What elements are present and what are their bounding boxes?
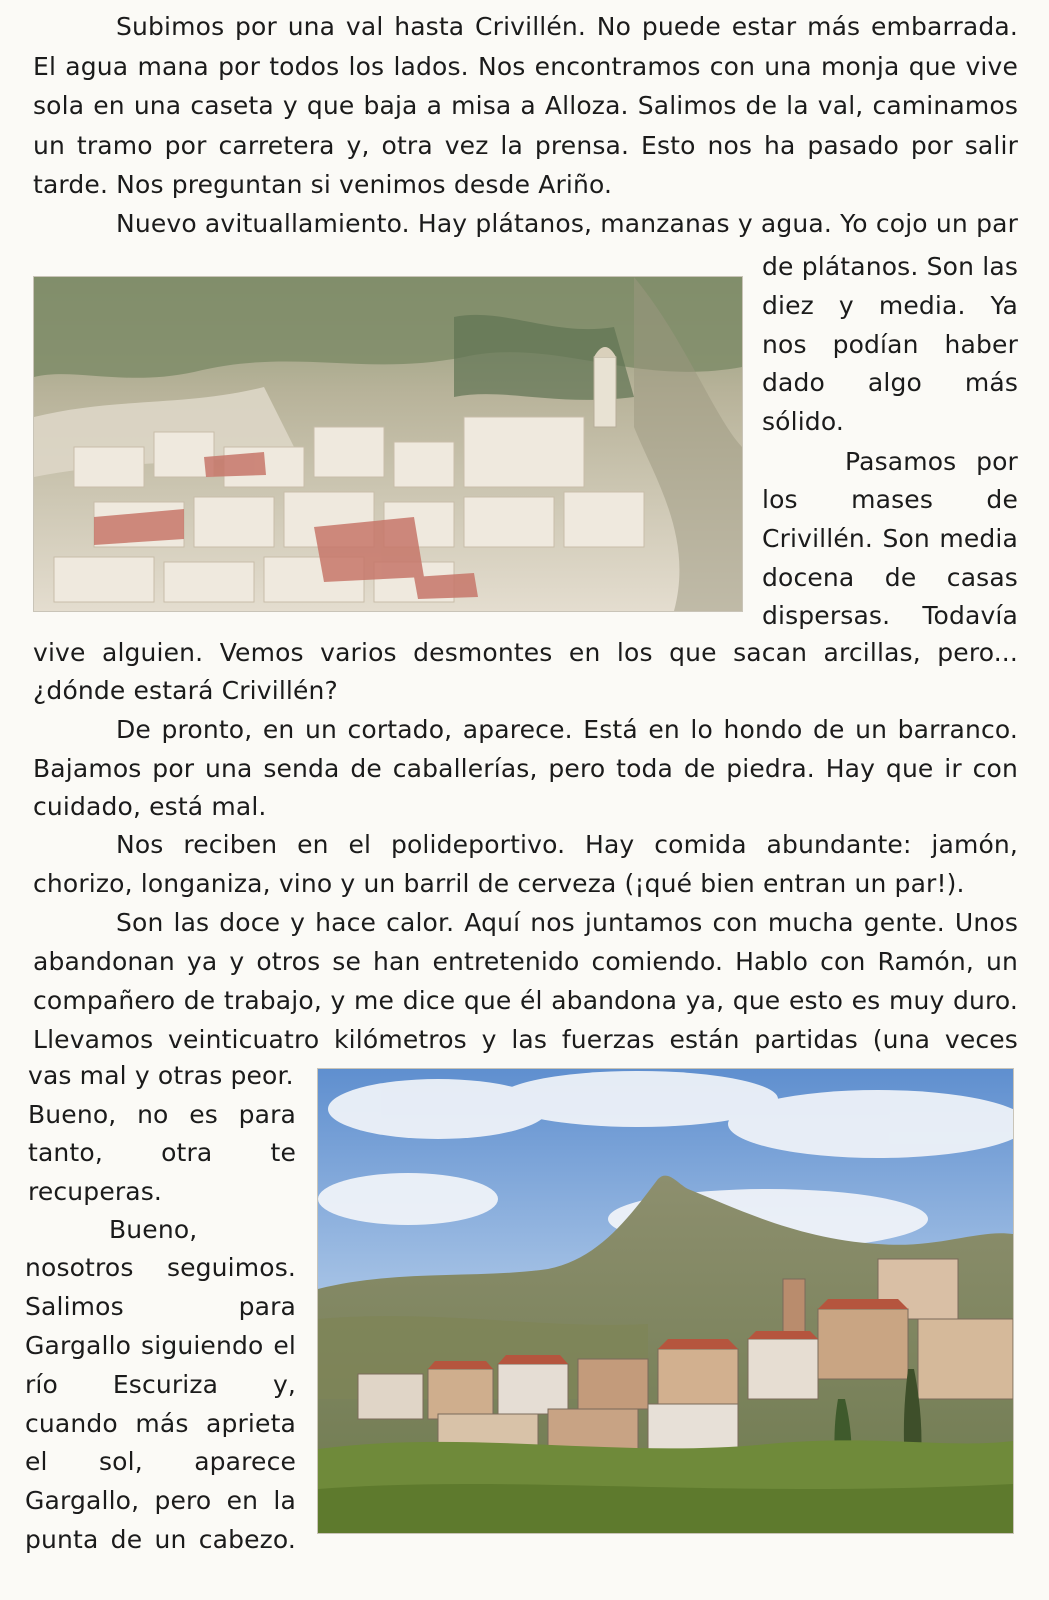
text-line: El agua mana por todos los lados. Nos encontramos con una monja que vive: [33, 52, 1018, 81]
crivillen-village-photo: [33, 276, 743, 612]
text-line: Son las doce y hace calor. Aquí nos juntamos con mucha gente. Unos: [116, 908, 1018, 937]
text-line: el sol, aparece: [25, 1447, 296, 1476]
aerial-village-photo-icon: [34, 277, 742, 611]
text-line: dado algo más: [762, 368, 1018, 397]
text-line: Salimos para: [25, 1292, 296, 1321]
text-line: Bueno,: [109, 1215, 198, 1244]
text-line: chorizo, longaniza, vino y un barril de cerveza (¡qué bien entran un par!).: [33, 869, 965, 898]
text-line: vive alguien. Vemos varios desmontes en los que sacan arcillas, pero...: [33, 638, 1018, 667]
text-line: Subimos por una val hasta Crivillén. No puede estar más embarrada.: [116, 12, 1018, 41]
text-line: Pasamos por: [845, 447, 1018, 476]
text-line: Nuevo avituallamiento. Hay plátanos, manzanas y agua. Yo cojo un par: [116, 209, 1018, 238]
text-line: Llevamos veinticuatro kilómetros y las fuerzas están partidas (una veces: [33, 1025, 1018, 1054]
gargallo-village-photo: [317, 1068, 1014, 1534]
text-line: Bueno, no es para: [28, 1100, 296, 1129]
text-line: tanto, otra te: [28, 1138, 296, 1167]
text-line: punta de un cabezo.: [25, 1525, 296, 1554]
hillside-village-photo-icon: [318, 1069, 1013, 1533]
text-line: abandonan ya y otros se han entretenido comiendo. Hablo con Ramón, un: [33, 947, 1018, 976]
text-line: Crivillén. Son media: [762, 524, 1018, 553]
text-line: los mases de: [762, 485, 1018, 514]
text-line: Nos reciben en el polideportivo. Hay comida abundante: jamón,: [116, 830, 1018, 859]
text-line: tarde. Nos preguntan si venimos desde Ariño.: [33, 170, 613, 199]
text-line: cuidado, está mal.: [33, 792, 267, 821]
text-line: docena de casas: [762, 563, 1018, 592]
text-line: Gargallo, pero en la: [25, 1486, 296, 1515]
text-line: de plátanos. Son las: [762, 252, 1018, 281]
text-line: nosotros seguimos.: [25, 1253, 296, 1282]
text-line: río Escuriza y,: [25, 1370, 296, 1399]
text-line: ¿dónde estará Crivillén?: [33, 676, 338, 705]
text-line: Gargallo siguiendo el: [25, 1331, 296, 1360]
text-line: diez y media. Ya: [762, 291, 1018, 320]
text-line: De pronto, en un cortado, aparece. Está en lo hondo de un barranco.: [116, 715, 1018, 744]
text-line: sólido.: [762, 407, 844, 436]
text-line: nos podían haber: [762, 330, 1018, 359]
text-line: sola en una caseta y que baja a misa a Alloza. Salimos de la val, caminamos: [33, 91, 1018, 120]
text-line: vas mal y otras peor.: [28, 1061, 294, 1090]
text-line: Bajamos por una senda de caballerías, pero toda de piedra. Hay que ir con: [33, 754, 1018, 783]
text-line: un tramo por carretera y, otra vez la prensa. Esto nos ha pasado por salir: [33, 131, 1018, 160]
text-line: recuperas.: [28, 1177, 163, 1206]
text-line: compañero de trabajo, y me dice que él abandona ya, que esto es muy duro.: [33, 986, 1018, 1015]
text-line: dispersas. Todavía: [762, 601, 1018, 630]
text-line: cuando más aprieta: [25, 1409, 296, 1438]
